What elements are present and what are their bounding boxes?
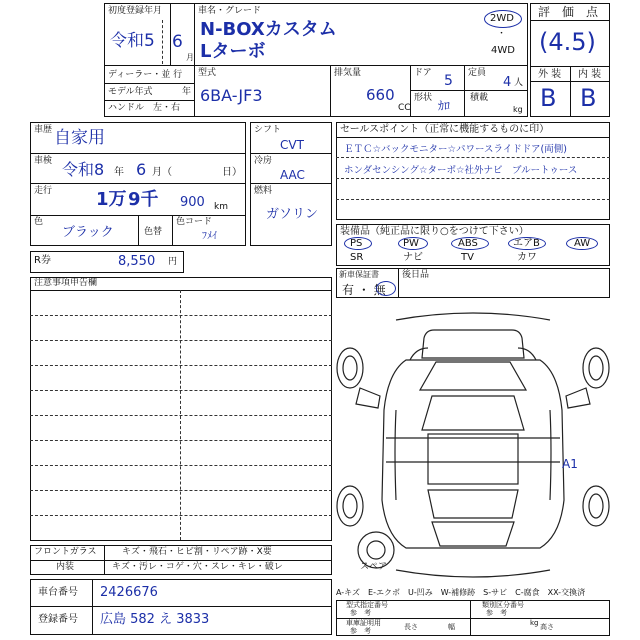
fuel-value: ガソリン: [266, 207, 319, 222]
door-value: 5: [444, 73, 453, 89]
car-diagram: [336, 300, 610, 590]
drive-2wd: 2WD: [490, 13, 514, 24]
interior-value: B: [580, 84, 597, 112]
fuel-label: 燃料: [254, 186, 273, 196]
front-glass-label: フロントガラス: [34, 547, 97, 557]
chassis-value: 2426676: [100, 585, 158, 600]
score-label: 評 価 点: [538, 5, 599, 19]
door-label: ドア: [414, 68, 432, 78]
sales-points-label: セールスポイント（正常に機能するものに印）: [340, 124, 550, 135]
inspection-month-unit: 月（: [152, 167, 172, 178]
exterior-label: 外 装: [538, 69, 562, 80]
post-date-label: 後日品: [402, 270, 430, 280]
equip-navi: ナビ: [403, 252, 423, 263]
color-code-label: 色コード: [176, 217, 213, 227]
shape-label: 形状: [414, 93, 433, 103]
color-code-value: ﾌﾒｲ: [202, 231, 217, 242]
equip-pw: PW: [403, 238, 419, 249]
cc-unit: CC: [398, 103, 411, 113]
type-label: 型式: [198, 68, 217, 78]
recycle-label: R券: [34, 255, 51, 266]
car-name-label: 車名・グレード: [198, 6, 262, 16]
spare-label: スペア: [360, 562, 388, 572]
kg-unit: kg: [530, 619, 539, 627]
equip-sr: SR: [350, 252, 364, 263]
class-label: 類別区分番号: [482, 601, 524, 609]
equip-ps: PS: [350, 238, 363, 249]
front-glass-text: キズ・飛石・ヒビ割・リペア跡・X要: [122, 547, 272, 557]
warranty-label: 新車保証書: [339, 270, 379, 279]
damage-mark: A1: [562, 457, 578, 471]
inspection-year-unit: 年: [114, 167, 124, 178]
interior-label: 内 装: [578, 69, 602, 80]
equipment-label: 装備品（純正品に限り○をつけて下さい）: [340, 226, 529, 237]
year-unit: 年: [182, 87, 192, 97]
displacement-label: 排気量: [334, 68, 362, 78]
load-unit: kg: [513, 105, 523, 114]
recycle-value: 8,550: [118, 254, 156, 269]
type-value: 6BA-JF3: [200, 86, 263, 105]
sales-points-line1: ＥＴＣ☆バックモニター☆パワースライドドア(両側): [344, 144, 567, 155]
shift-value: CVT: [280, 138, 304, 152]
inspection-label: 車検: [34, 156, 53, 166]
exterior-value: B: [540, 84, 557, 112]
mileage-label: 走行: [34, 186, 53, 196]
mileage-man: 1万: [96, 189, 127, 210]
equip-aw: AW: [574, 238, 591, 249]
drive-dot: ・: [497, 29, 507, 39]
equip-tv: TV: [461, 252, 474, 263]
ref2: 参 考: [486, 609, 507, 617]
equip-leather: カワ: [517, 252, 537, 263]
capacity-unit: 人: [514, 78, 524, 88]
ac-value: AAC: [280, 168, 305, 182]
mileage-sen: 9千: [128, 189, 159, 210]
score-value: (4.5): [539, 28, 596, 56]
color-label: 色: [34, 217, 44, 227]
model-cert-label: 型式指定番号: [346, 601, 388, 609]
mileage-rest: 900: [180, 195, 205, 210]
handle-label: ハンドル 左・右: [108, 103, 181, 113]
load-label: 積載: [470, 93, 489, 103]
usage-label: 車歴: [34, 125, 53, 135]
usage-value: 自家用: [54, 128, 105, 148]
first-reg-month: 6: [172, 32, 183, 52]
ref1: 参 考: [350, 609, 371, 617]
model-year-label: モデル年式: [108, 87, 153, 97]
reg-cert-label: 車庫証明用: [346, 619, 381, 627]
recycle-unit: 円: [168, 257, 178, 267]
ref-label: 参 考: [350, 627, 371, 635]
inspection-month: 6: [136, 160, 147, 179]
notes-block: [30, 277, 332, 541]
condition-interior-text: キズ・汚レ・コゲ・穴・スレ・キレ・破レ: [112, 562, 283, 572]
sales-points-line2: ホンダセンシング☆ターボ☆社外ナビ ブルートゥース: [344, 165, 578, 176]
width-label: 幅: [448, 623, 455, 631]
color-value: ブラック: [62, 225, 114, 240]
ac-label: 冷房: [254, 156, 273, 166]
condition-interior-label: 内装: [56, 562, 75, 572]
month-unit: 月: [186, 53, 194, 62]
equip-airbag: エアB: [513, 238, 540, 249]
first-reg-era: 令和5: [110, 31, 155, 51]
capacity-label: 定員: [468, 68, 487, 78]
drive-4wd: 4WD: [491, 45, 515, 56]
dealer-label: ディーラー・並 行: [108, 70, 183, 80]
car-name-line1: N-BOXカスタム: [200, 19, 337, 40]
capacity-value: 4: [503, 75, 512, 90]
km-unit: km: [214, 202, 228, 212]
color-change-label: 色替: [144, 227, 163, 237]
recycle-block: [30, 251, 184, 273]
height-label: 高さ: [540, 623, 554, 631]
len-label: 長さ: [404, 623, 418, 631]
chassis-label: 車台番号: [38, 587, 78, 598]
inspection-day-unit: 日）: [222, 167, 242, 178]
inspection-value: 令和8: [62, 160, 105, 179]
first-reg-label: 初度登録年月: [108, 6, 163, 16]
reg-value: 広島 582 え 3833: [100, 612, 210, 627]
displacement-value: 660: [366, 86, 395, 104]
warranty-value: 有 ・ 無: [342, 283, 386, 297]
notes-label: 注意事項申告欄: [34, 278, 98, 288]
shape-value: ｶﾛ: [438, 99, 451, 113]
shift-label: シフト: [254, 125, 282, 135]
car-name-line2: Lターボ: [200, 41, 266, 62]
diagram-legend: A-キズ E-エクボ U-凹み W-補修跡 S-サビ C-腐食 XX-交換済: [336, 588, 586, 597]
reg-label: 登録番号: [38, 614, 78, 625]
equip-abs: ABS: [458, 238, 478, 249]
